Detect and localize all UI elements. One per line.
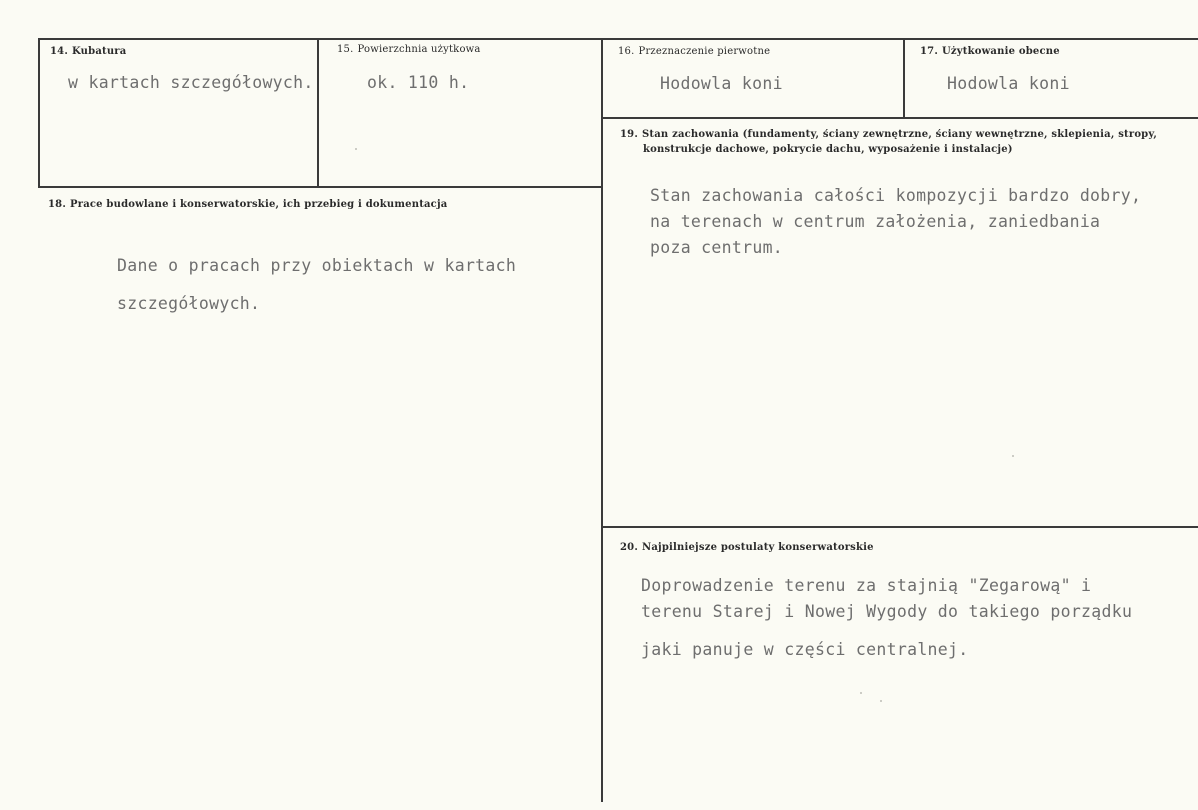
field-15-value: ok. 110 h. xyxy=(367,73,470,92)
field-20-line-2: terenu Starej i Nowej Wygody do takiego porządku xyxy=(641,602,1133,621)
field-18-line-2: szczegółowych. xyxy=(117,294,261,313)
divider-14-15 xyxy=(317,38,319,188)
field-17-value: Hodowla koni xyxy=(947,74,1070,93)
field-19-line-1: Stan zachowania całości kompozycji bardzo dobry, xyxy=(650,186,1142,205)
field-19-label: 19. Stan zachowania (fundamenty, ściany zewnętrzne, ściany wewnętrzne, sklepienia, stropy, xyxy=(620,129,1158,140)
field-18-line-1: Dane o pracach przy obiektach w kartach xyxy=(117,256,517,275)
left-rule xyxy=(38,38,40,188)
field-20-label: 20. Najpilniejsze postulaty konserwatorskie xyxy=(620,542,874,553)
rule-under-14-15 xyxy=(38,186,603,188)
field-20-line-1: Doprowadzenie terenu za stajnią "Zegarową" i xyxy=(641,576,1092,595)
field-20-line-3: jaki panuje w części centralnej. xyxy=(641,640,969,659)
center-rule xyxy=(601,38,603,802)
field-19-line-2: na terenach w centrum założenia, zaniedbania xyxy=(650,212,1101,231)
field-14-label: 14. Kubatura xyxy=(50,46,127,57)
field-16-value: Hodowla koni xyxy=(660,74,783,93)
field-14-value: w kartach szczegółowych. xyxy=(68,73,314,92)
paper-speck xyxy=(1012,455,1014,457)
paper-speck xyxy=(880,700,882,702)
field-17-label: 17. Użytkowanie obecne xyxy=(920,46,1060,57)
rule-under-16-17 xyxy=(601,117,1198,119)
field-19-label-cont: konstrukcje dachowe, pokrycie dachu, wyposażenie i instalacje) xyxy=(643,144,1013,155)
field-19-line-3: poza centrum. xyxy=(650,238,784,257)
rule-under-19 xyxy=(601,526,1198,528)
divider-16-17 xyxy=(903,38,905,118)
paper-speck xyxy=(355,148,357,150)
paper-speck xyxy=(860,692,862,694)
field-15-label: 15. Powierzchnia użytkowa xyxy=(337,44,481,55)
field-18-label: 18. Prace budowlane i konserwatorskie, ich przebieg i dokumentacja xyxy=(48,199,448,210)
top-rule xyxy=(38,38,1198,40)
field-16-label: 16. Przeznaczenie pierwotne xyxy=(618,46,771,57)
